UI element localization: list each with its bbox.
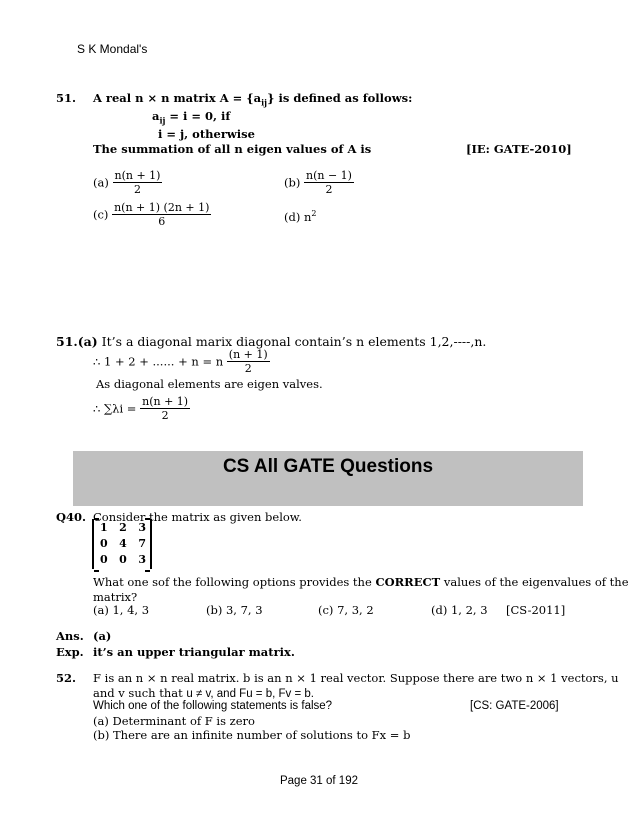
q40-option-c: (c) 7, 3, 2 (318, 603, 374, 617)
q51-line1 (93, 91, 412, 107)
section-banner (73, 451, 583, 506)
q52-option-b: (b) There are an infinite number of solutions to Fx = b (93, 728, 411, 742)
q40-question-line2: matrix? (93, 590, 138, 604)
q51-option-a-den: 2 (133, 183, 141, 196)
matrix-row-2 (100, 537, 146, 550)
q52-line1: F is an n × n real matrix. b is an n × 1 real vector. Suppose there are two n × 1 vectors, u (93, 671, 619, 685)
q40-question-line1 (93, 575, 629, 589)
q51-option-a-label: (a) (93, 175, 109, 190)
matrix-cell: 7 (138, 537, 146, 550)
a51-line1 (56, 334, 486, 349)
q51-line1-a: A real n × n matrix A = {a (93, 91, 262, 105)
a51-eq1-lhs: ∴ 1 + 2 + ...... + n = n (93, 354, 224, 369)
q40-option-a: (a) 1, 4, 3 (93, 603, 150, 617)
matrix-cell: 0 (119, 553, 127, 566)
q51-line1-b: } is defined as follows: (267, 91, 413, 105)
q51-option-b-den: 2 (325, 183, 333, 196)
q51-line2 (152, 109, 230, 125)
q51-option-d (284, 209, 317, 224)
q52-number: 52. (56, 671, 77, 685)
matrix-cell: 3 (138, 553, 146, 566)
q52-option-a: (a) Determinant of F is zero (93, 714, 255, 728)
matrix-row-1 (100, 521, 146, 534)
q40-question-a: What one sof the following options provides the (93, 575, 376, 589)
q51-option-b-num: n(n − 1) (306, 169, 352, 182)
q40-number: Q40. (56, 510, 87, 524)
section-banner-title: CS All GATE Questions (222, 456, 434, 477)
matrix-row-3 (100, 553, 146, 566)
a51-eq1-num: (n + 1) (228, 348, 268, 361)
a51-eq2-lhs: ∴ ∑λi = (93, 401, 137, 416)
a51-eq2 (93, 395, 190, 422)
a51-label: 51.(a) (56, 334, 98, 349)
q51-number: 51. (56, 91, 77, 105)
a51-eq2-num: n(n + 1) (142, 395, 189, 408)
matrix-cell: 4 (119, 537, 127, 550)
q51-option-c-den: 6 (158, 215, 166, 228)
q52-line2-a: and v such that (93, 686, 187, 700)
q40-ans-value: (a) (93, 629, 112, 643)
q51-option-c-label: (c) (93, 207, 109, 222)
q51-option-a (93, 169, 162, 196)
a51-eq1 (93, 348, 270, 375)
q40-question-bold: CORRECT (375, 575, 441, 589)
a51-eq2-fraction (140, 395, 190, 422)
q52-source: [CS: GATE-2006] (470, 700, 559, 712)
q40-question-b: values of the eigenvalues of the (440, 575, 629, 589)
q51-option-d-sup: 2 (311, 209, 317, 218)
q51-source: [IE: GATE-2010] (466, 142, 572, 156)
matrix-cell: 1 (100, 521, 108, 534)
a51-eq1-den: 2 (244, 362, 252, 375)
q51-line2-a: a (152, 109, 160, 123)
a51-text: It’s a diagonal marix diagonal contain’s n elements 1,2,----,n. (101, 334, 487, 349)
q51-line2-b: = i = 0, if (165, 109, 231, 123)
q40-source: [CS-2011] (506, 603, 566, 617)
matrix-cell: 0 (100, 553, 108, 566)
q51-line3: i = j, otherwise (158, 127, 255, 141)
q51-option-d-label: (d) n (284, 209, 312, 224)
q40-exp-label: Exp. (56, 645, 84, 659)
q51-option-b (284, 169, 354, 196)
a51-line2: As diagonal elements are eigen valves. (96, 377, 323, 391)
q51-option-c-num: n(n + 1) (2n + 1) (114, 201, 210, 214)
matrix-cell: 2 (119, 521, 127, 534)
q52-line2-b: u ≠ v, and Fu = b, Fv = b. (186, 688, 314, 700)
a51-eq1-fraction (227, 348, 270, 375)
header-author: S K Mondal's (77, 42, 148, 56)
q51-line1-sub: ij (261, 97, 268, 108)
q51-line2-sub: ij (159, 115, 166, 126)
q40-intro: Consider the matrix as given below. (93, 510, 302, 524)
q51-option-b-fraction (304, 169, 354, 196)
footer-page-number: Page 31 of 192 (279, 775, 358, 787)
q51-option-a-num: n(n + 1) (114, 169, 161, 182)
q40-option-b: (b) 3, 7, 3 (206, 603, 263, 617)
q40-ans-label: Ans. (56, 629, 84, 643)
q51-line4: The summation of all n eigen values of A is (93, 142, 372, 156)
q40-matrix (92, 519, 152, 569)
matrix-cell: 3 (138, 521, 146, 534)
q52-line2 (93, 686, 314, 700)
q51-option-b-label: (b) (284, 175, 301, 190)
q40-option-d: (d) 1, 2, 3 (431, 603, 488, 617)
a51-eq2-den: 2 (161, 409, 169, 422)
q51-option-c-fraction (112, 201, 211, 228)
q51-option-c (93, 201, 211, 228)
q40-exp-value: it’s an upper triangular matrix. (93, 645, 295, 659)
q52-line3: Which one of the following statements is false? (93, 700, 333, 712)
matrix-cell: 0 (100, 537, 108, 550)
q51-option-a-fraction (113, 169, 163, 196)
